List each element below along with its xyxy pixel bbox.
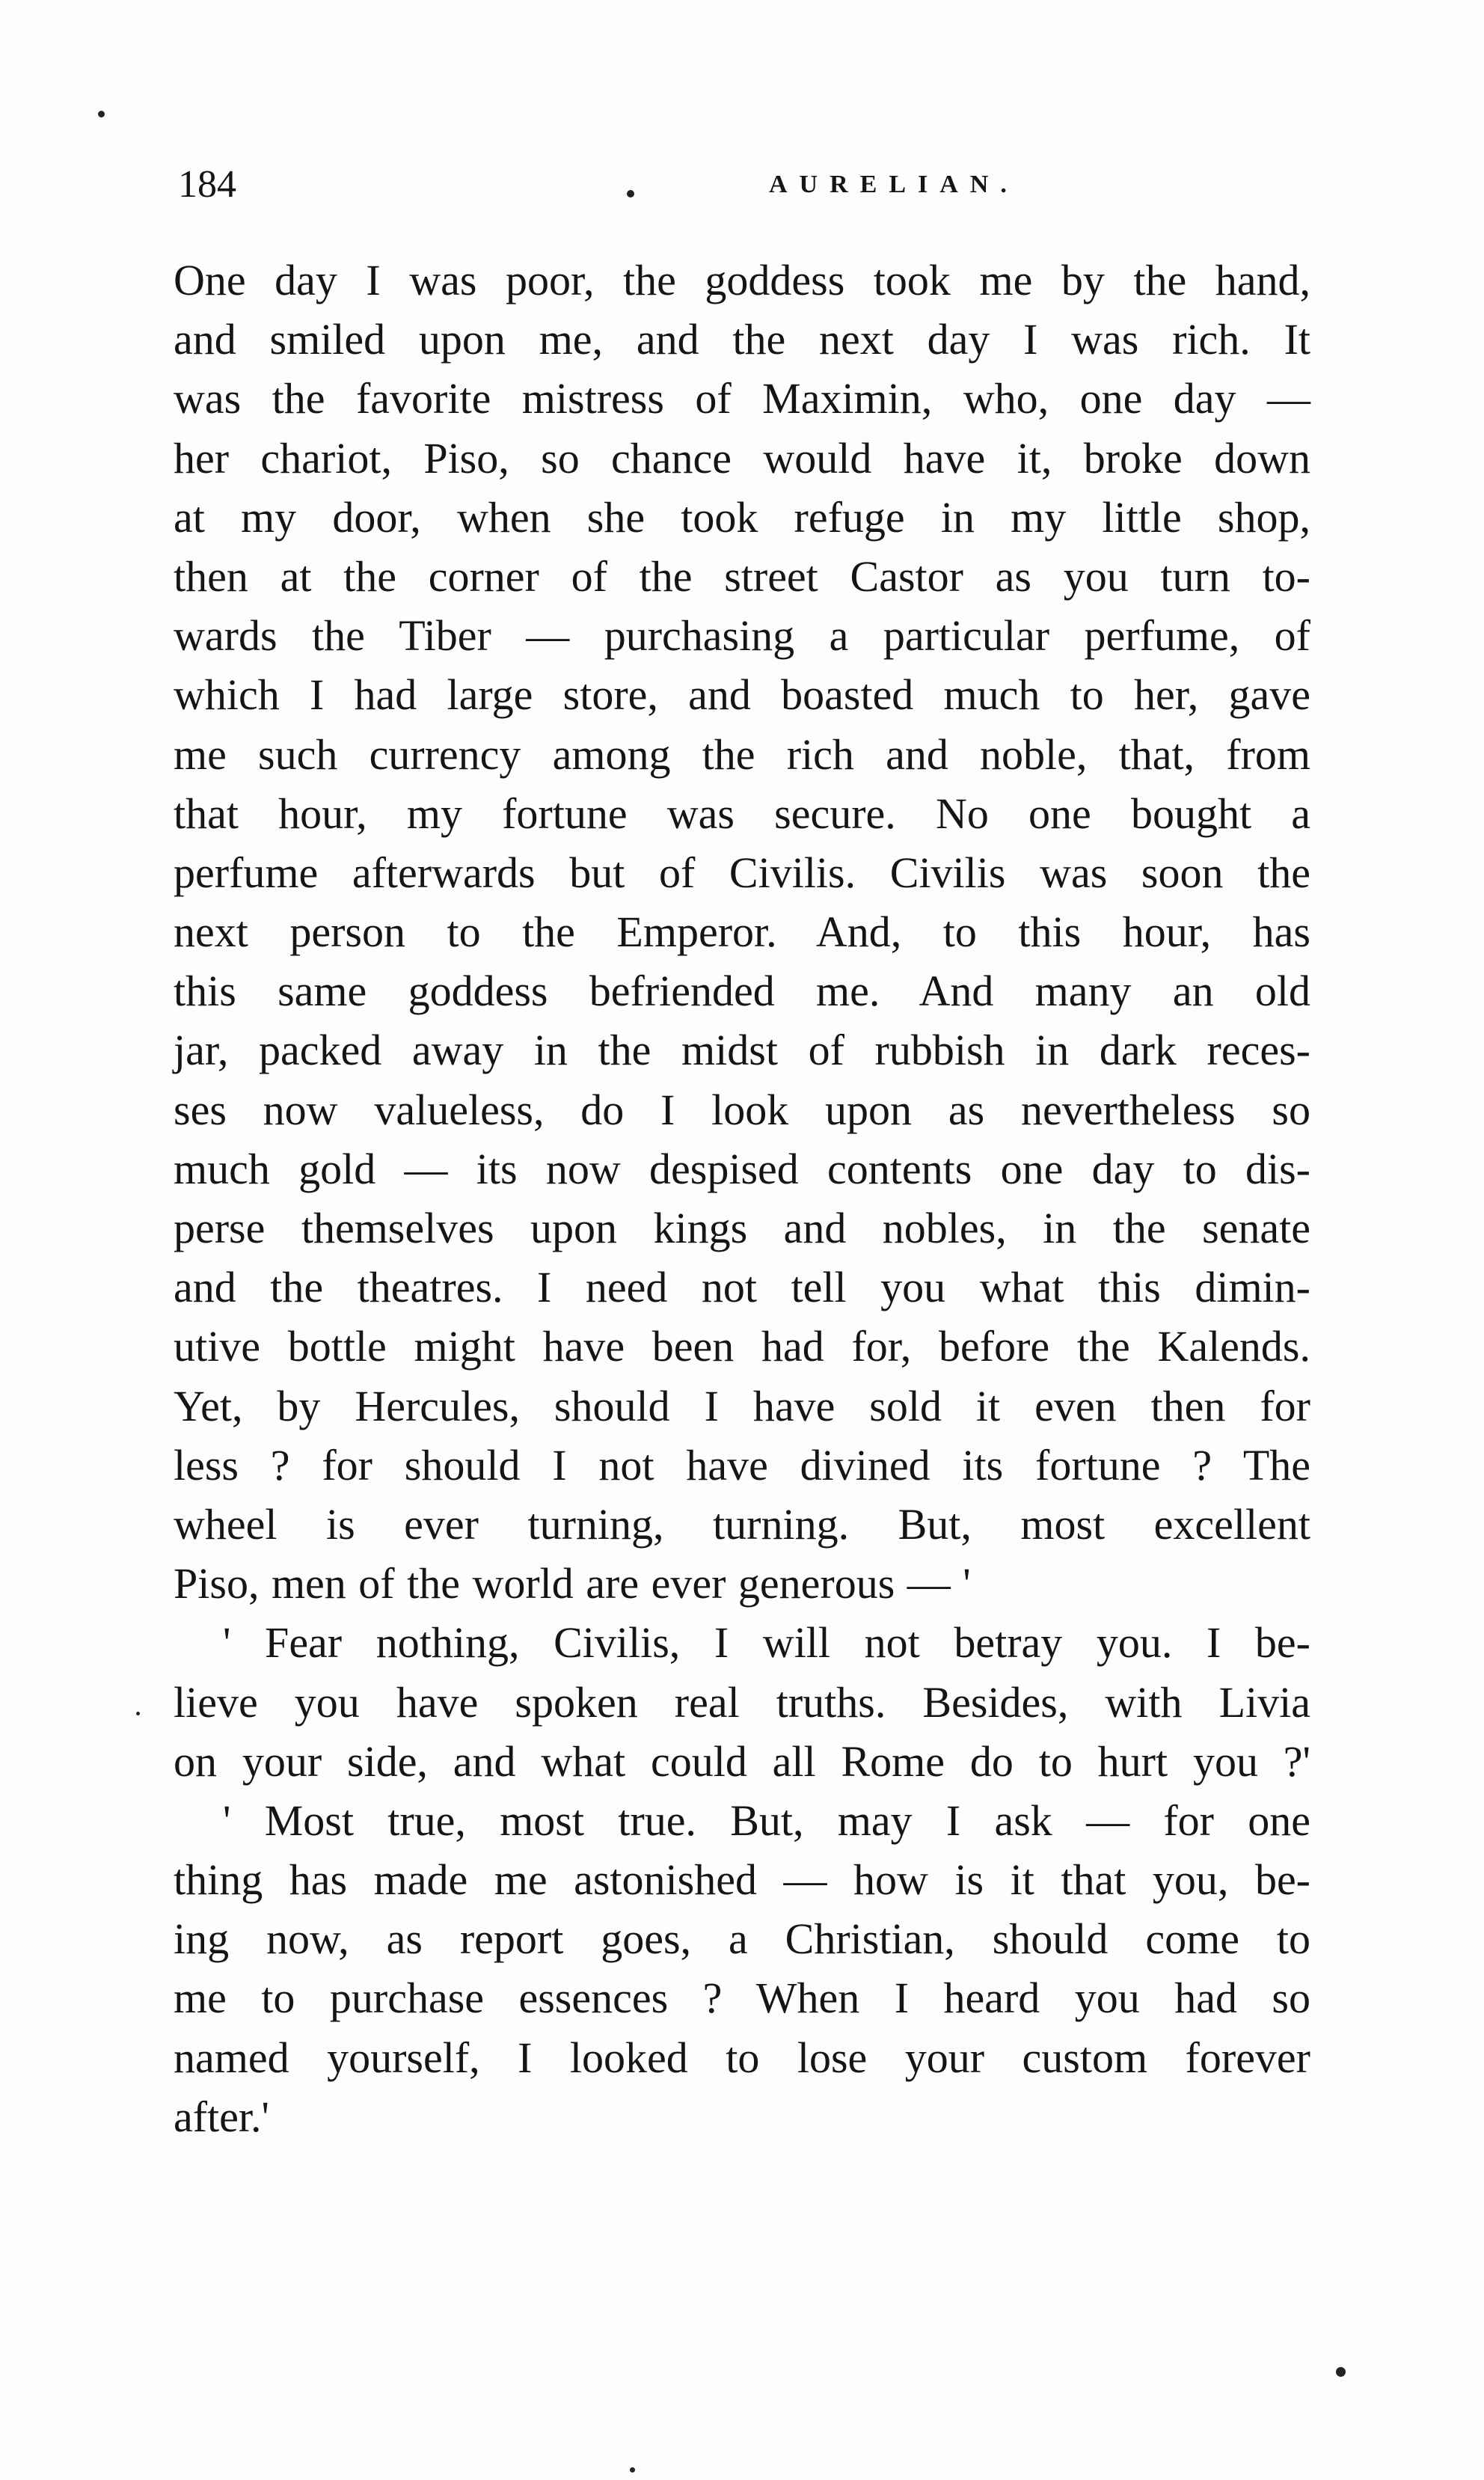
ink-speck — [136, 1712, 140, 1715]
text-line: Yet, by Hercules, should I have sold it even then for — [174, 1381, 1310, 1430]
ink-speck — [1336, 2367, 1346, 2377]
text-line: One day I was poor, the goddess took me by the hand, — [174, 256, 1310, 304]
text-line: less ? for should I not have divined its fortune ? The — [174, 1440, 1310, 1489]
text-line: ' Fear nothing, Civilis, I will not betray you. I be- — [223, 1618, 1310, 1668]
text-line: on your side, and what could all Rome do to hurt you ?' — [174, 1736, 1310, 1786]
text-line: then at the corner of the street Castor as you turn to- — [174, 551, 1310, 601]
text-line: at my door, when she took refuge in my little shop, — [174, 492, 1310, 542]
page-number: 184 — [178, 163, 236, 206]
text-line: and the theatres. I need not tell you what this dimin- — [174, 1263, 1310, 1312]
text-line: much gold — its now despised contents one day to dis- — [174, 1144, 1310, 1193]
text-line: lieve you have spoken real truths. Besides, with Livia — [174, 1677, 1310, 1727]
text-line: ' Most true, most true. But, may I ask — for one — [223, 1795, 1310, 1845]
text-line: ses now valueless, do I look upon as nevertheless so — [174, 1085, 1310, 1134]
ink-speck — [98, 111, 105, 117]
page-header — [178, 159, 1315, 211]
text-line: wards the Tiber — purchasing a particular perfume, of — [174, 611, 1310, 661]
text-line: which I had large store, and boasted much to her, gave — [174, 670, 1310, 720]
text-line: ing now, as report goes, a Christian, should come to — [174, 1914, 1310, 1964]
text-line: that hour, my fortune was secure. No one bought a — [174, 789, 1310, 838]
ink-speck — [630, 2467, 635, 2473]
text-line: her chariot, Piso, so chance would have it, broke down — [174, 433, 1310, 483]
text-line: next person to the Emperor. And, to this hour, has — [174, 907, 1310, 957]
text-line: perfume afterwards but of Civilis. Civilis was soon the — [174, 848, 1310, 897]
running-title: AURELIAN. — [769, 171, 1019, 198]
text-line: me to purchase essences ? When I heard you had so — [174, 1974, 1310, 2023]
text-line: jar, packed away in the midst of rubbish in dark reces- — [174, 1026, 1310, 1075]
text-line: after.' — [174, 2092, 269, 2141]
text-line: thing has made me astonished — how is it that you, be- — [174, 1855, 1310, 1905]
text-line: and smiled upon me, and the next day I was rich. It — [174, 315, 1310, 364]
text-line: perse themselves upon kings and nobles, in the senate — [174, 1204, 1310, 1252]
text-line: utive bottle might have been had for, before the Kalends. — [174, 1322, 1310, 1371]
text-line: this same goddess befriended me. And many an old — [174, 967, 1310, 1016]
text-line: named yourself, I looked to lose your custom forever — [174, 2033, 1310, 2082]
text-line: Piso, men of the world are ever generous — ' — [174, 1559, 971, 1608]
text-line: me such currency among the rich and noble, that, from — [174, 729, 1310, 779]
text-line: was the favorite mistress of Maximin, who, one day — — [174, 374, 1310, 423]
body-text — [174, 251, 1310, 2146]
text-line: wheel is ever turning, turning. But, most excellent — [174, 1499, 1310, 1549]
header-dot — [627, 190, 634, 198]
